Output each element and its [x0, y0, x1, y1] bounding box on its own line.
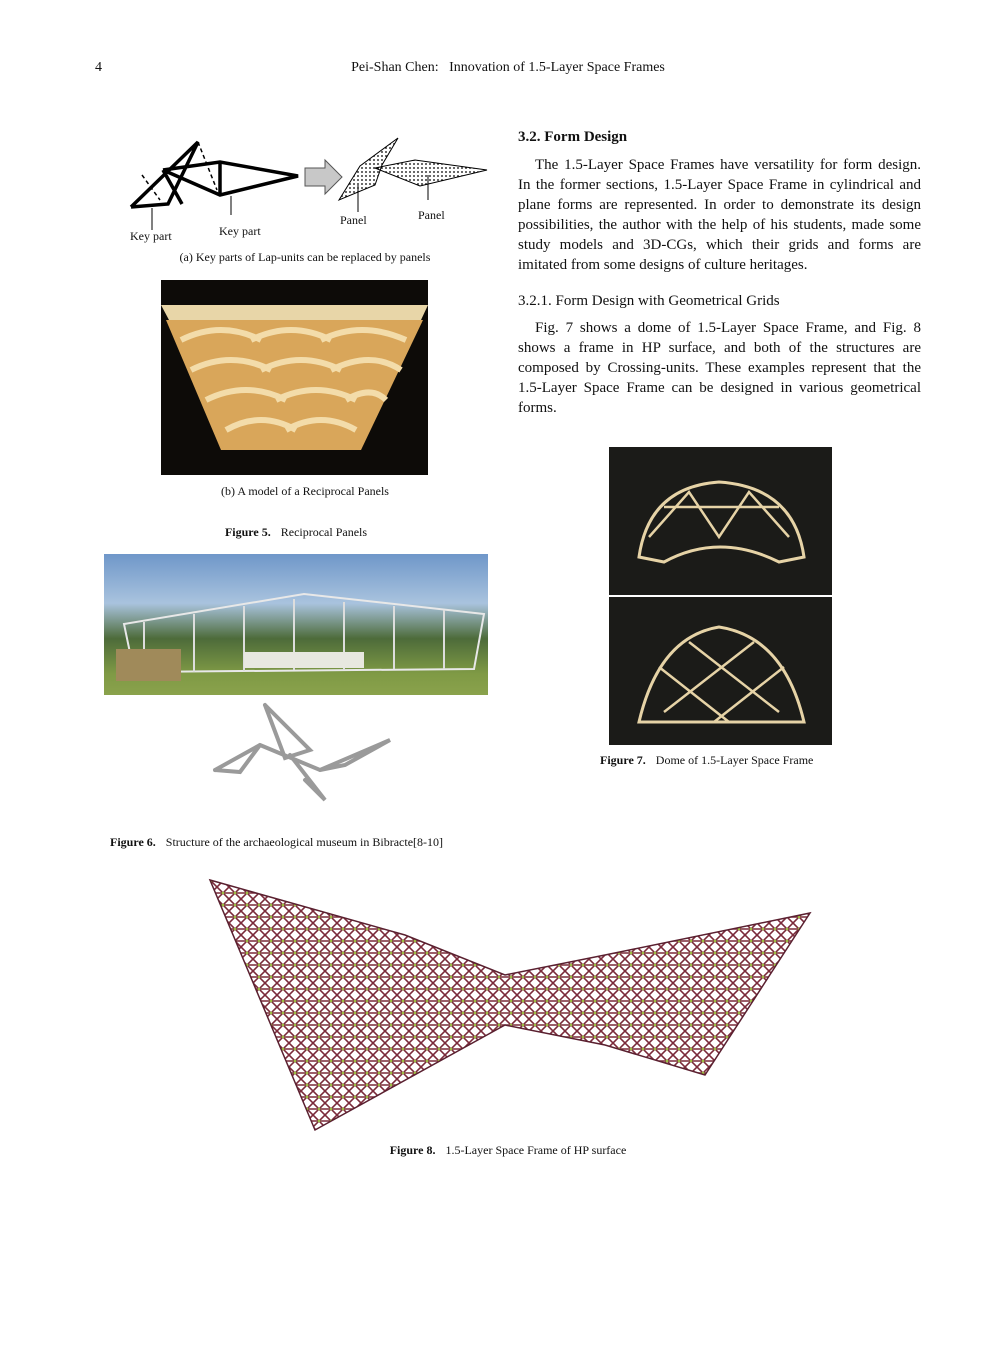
dome-photo-side — [609, 447, 832, 595]
figure6-caption — [110, 835, 443, 850]
subsection-heading: 3.2.1. Form Design with Geometrical Grids — [518, 293, 780, 309]
panel-label: Panel — [340, 213, 367, 227]
figure-label: Figure 5. — [224, 525, 271, 539]
key-part-label: Key part — [219, 224, 261, 238]
subsection-paragraph: Fig. 7 shows a dome of 1.5-Layer Space Frame, and Fig. 8 shows a frame in HP surface, and both of the structures are composed by Crossing-units. These examples represent that the 1.5-Layer Space Frame can be designed in various geometrical forms. — [518, 320, 921, 416]
figure-label: Figure 8. — [389, 1143, 436, 1157]
figure-title: 1.5-Layer Space Frame of HP surface — [445, 1143, 627, 1157]
lap-unit-diagram — [120, 130, 500, 250]
figure-label: Figure 7. — [600, 753, 646, 767]
section-paragraph: The 1.5-Layer Space Frames have versatility for form design. In the former sections, 1.5-Layer Space Frame in cylindrical and plane forms are represented. In order to demonstrate its design possibilities, the author with the help of his students, made some study models and 3D-CGs, which their grids and forms are imitated from some designs of culture heritages. — [518, 157, 921, 273]
section-heading: 3.2. Form Design — [518, 129, 628, 145]
hp-surface-render — [205, 875, 815, 1135]
panel-label: Panel — [418, 208, 445, 222]
figure7-caption — [600, 753, 813, 768]
running-title: Pei-Shan Chen: Innovation of 1.5-Layer Space Frames — [351, 60, 665, 75]
section-3-2 — [518, 127, 921, 418]
structure-unit-render — [205, 700, 395, 810]
figure-title: Dome of 1.5-Layer Space Frame — [655, 753, 814, 767]
figure5-caption — [105, 525, 487, 540]
figure-title: Reciprocal Panels — [280, 525, 368, 539]
museum-photo — [104, 554, 488, 695]
figure5b-caption: (b) A model of a Reciprocal Panels — [221, 484, 389, 498]
figure5a-caption: (a) Key parts of Lap-units can be replaced by panels — [179, 250, 431, 264]
key-part-label: Key part — [130, 229, 172, 243]
figure-title: Structure of the archaeological museum in Bibracte[8-10] — [165, 835, 444, 849]
figure-label: Figure 6. — [110, 835, 156, 849]
page-number: 4 — [95, 60, 102, 75]
reciprocal-panels-photo — [161, 280, 428, 475]
figure8-caption — [0, 1143, 992, 1158]
dome-photo-top — [609, 597, 832, 745]
